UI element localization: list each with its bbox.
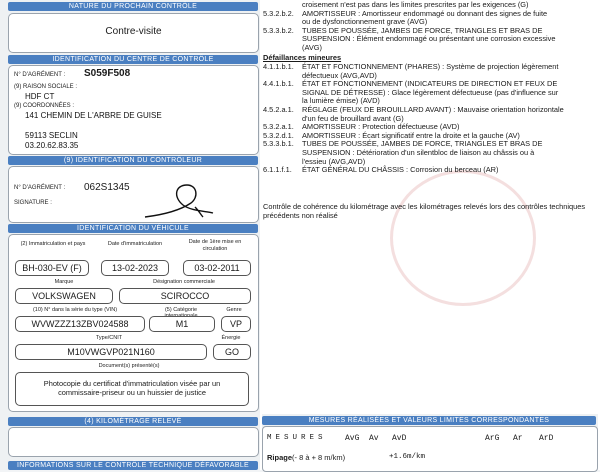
- energie-label: Énergie: [221, 335, 241, 341]
- date-immat-label: Date d'immatriculation: [107, 241, 163, 247]
- defaillance-text: SIGNAL DE DÉTRESSE) : Glace légèrement défectueuse (pas d'influence sur: [302, 87, 559, 97]
- marque-field: VOLKSWAGEN: [15, 288, 113, 304]
- defaillances-panel: [260, 0, 600, 470]
- defaillance-text: SUSPENSION : Élément endommagé ou présentant une corrosion excessive: [302, 34, 556, 44]
- designation-field: SCIROCCO: [119, 288, 251, 304]
- col-av: Av: [369, 434, 379, 443]
- type-label: Type/CNIT: [95, 335, 123, 341]
- defaillance-text: la lumière émise) (AVD): [302, 96, 380, 106]
- type-field: M10VWGVP021N160: [15, 344, 207, 360]
- defaillance-code: 5.3.2.d.1.: [263, 130, 294, 140]
- categorie-field: M1: [149, 316, 215, 332]
- left-column: [8, 0, 259, 470]
- defaillance-text: croisement n'est pas dans les limites prescrites par les exigences (G): [302, 0, 529, 9]
- categorie-label: (5) Catégorie: [164, 307, 198, 313]
- section-header-controleur: (9) IDENTIFICATION DU CONTRÔLEUR: [8, 156, 258, 165]
- raison-sociale-value: HDF CT: [25, 92, 55, 101]
- section-header-informations: INFORMATIONS SUR LE CONTRÔLE TECHNIQUE DÉFAVORABLE: [8, 461, 258, 470]
- coherence-note: Contrôle de cohérence du kilométrage avec les kilométrages relevés lors des contrôles techniques précédents non réalisé: [263, 202, 586, 220]
- defaillance-code: 4.1.1.b.1.: [263, 62, 294, 71]
- defaillance-code: 5.3.2.b.2.: [263, 8, 294, 18]
- date-circ-label: Date de 1ère mise en circulation: [188, 239, 242, 252]
- defaillance-text: (AVG): [302, 43, 322, 52]
- controleur-agrement-value: 062S1345: [84, 182, 130, 193]
- defaillance-code: 4.4.1.b.1.: [263, 79, 294, 89]
- mesures-label: MESURES: [267, 434, 327, 442]
- immat-label: (2) Immatriculation et pays: [20, 241, 86, 247]
- defaillance-code: 5.3.3.b.2.: [263, 25, 294, 35]
- date-circ-field: 03-02-2011: [183, 260, 251, 276]
- centre-city: 59113 SECLIN: [25, 131, 78, 140]
- controleur-signature: [139, 177, 229, 223]
- ripage-value: +1.6m/km: [389, 453, 426, 461]
- defaillance-text: d'un feu de brouillard avant (G): [302, 113, 404, 123]
- docs-label: Document(s) présenté(s): [98, 363, 160, 369]
- raison-sociale-label: (9) RAISON SOCIALE :: [14, 84, 78, 90]
- defaillance-text: ÉTAT GÉNÉRAL DU CHÂSSIS : Corrosion du berceau (AR): [302, 165, 499, 175]
- defaillance-text: ou de dysfonctionnement grave (AVG): [302, 17, 428, 27]
- genre-label: Genre: [226, 307, 242, 313]
- coordonnees-label: (9) COORDONNÉES :: [14, 103, 75, 109]
- docs-field: Photocopie du certificat d'immatriculation visée par un commissaire-priseur ou un huissier de justice: [15, 372, 249, 406]
- centre-box: [8, 65, 259, 155]
- watermark-stamp: [390, 170, 536, 306]
- genre-field: VP: [221, 316, 251, 332]
- energie-field: GO: [213, 344, 251, 360]
- col-ar: Ar: [513, 434, 523, 443]
- defaillance-text: défectueux (AVG,AVD): [302, 70, 377, 80]
- vehicule-box: [8, 234, 259, 412]
- defaillance-text: RÉGLAGE (FEUX DE BROUILLARD AVANT) : Mauvaise orientation horizontale: [302, 105, 564, 114]
- mesures-area: [262, 414, 598, 470]
- section-header-vehicule: IDENTIFICATION DU VÉHICULE: [8, 224, 258, 233]
- section-header-kilometrage: (4) KILOMÉTRAGE RELEVÉ: [8, 417, 258, 426]
- defaillance-code: 6.1.1.f.1.: [263, 165, 292, 175]
- vin-field: WVWZZZ13ZBV024588: [15, 316, 145, 332]
- section-header-mesures: MESURES RÉALISÉES ET VALEURS LIMITES CORRESPONDANTES: [262, 416, 596, 425]
- prochain-controle-box: [8, 13, 259, 53]
- col-avd: AvD: [392, 434, 407, 443]
- defaillance-code: 4.5.2.a.1.: [263, 105, 294, 114]
- defaillance-text: TUBES DE POUSSÉE, JAMBES DE FORCE, TRIANGLES ET BRAS DE: [302, 139, 543, 149]
- designation-label: Désignation commerciale: [153, 279, 215, 285]
- centre-address: 141 CHEMIN DE L'ARBRE DE GUISE: [25, 111, 162, 120]
- immat-field: BH-030-EV (F): [15, 260, 89, 276]
- signature-label: SIGNATURE :: [14, 200, 52, 206]
- defaillance-code: 5.3.2.a.1.: [263, 122, 294, 132]
- defaillance-text: SUSPENSION : Détérioration d'un silentbloc de liaison au châssis ou à: [302, 148, 535, 157]
- defaillance-text: TUBES DE POUSSÉE, JAMBES DE FORCE, TRIANGLES ET BRAS DE: [302, 25, 543, 35]
- controleur-agrement-label: N° D'AGRÉMENT :: [14, 185, 66, 191]
- centre-agrement-label: N° D'AGRÉMENT :: [14, 72, 66, 78]
- defaillance-text: ÉTAT ET FONCTIONNEMENT (PHARES) : Système de projection légèrement: [302, 62, 559, 71]
- defaillance-text: AMORTISSEUR : Protection défectueuse (AVD): [302, 122, 460, 132]
- mesures-box: [262, 426, 598, 472]
- defaillance-text: AMORTISSEUR : Amortisseur endommagé ou donnant des signes de fuite: [302, 8, 548, 18]
- col-arg: ArG: [485, 434, 500, 443]
- marque-label: Marque: [54, 279, 74, 285]
- prochain-controle-value: Contre-visite: [105, 26, 162, 37]
- col-ard: ArD: [539, 434, 554, 443]
- defaillance-text: AMORTISSEUR : Écart significatif entre la droite et la gauche (AV): [302, 130, 520, 140]
- centre-agrement-value: S059F508: [84, 68, 131, 79]
- defaillance-text: l'essieu (AVG,AVD): [302, 156, 366, 166]
- ripage-range: (- 8 à + 8 m/km): [292, 453, 346, 462]
- defaillance-text: ÉTAT ET FONCTIONNEMENT (INDICATEURS DE DIRECTION ET FEUX DE: [302, 79, 558, 89]
- defaillances-mineures-title: Défaillances mineures: [263, 53, 342, 62]
- vin-label: (10) N° dans la série du type (VIN): [32, 307, 118, 313]
- kilometrage-box: [8, 427, 259, 457]
- date-immat-field: 13-02-2023: [101, 260, 169, 276]
- section-header-prochain-controle: NATURE DU PROCHAIN CONTRÔLE: [8, 2, 258, 11]
- section-header-centre: IDENTIFICATION DU CENTRE DE CONTRÔLE: [8, 55, 258, 64]
- defaillance-code: 5.3.3.b.1.: [263, 139, 294, 149]
- ripage-label: Ripage: [267, 453, 293, 462]
- col-avg: AvG: [345, 434, 360, 443]
- centre-phone: 03.20.62.83.35: [25, 141, 79, 150]
- controleur-box: [8, 166, 259, 223]
